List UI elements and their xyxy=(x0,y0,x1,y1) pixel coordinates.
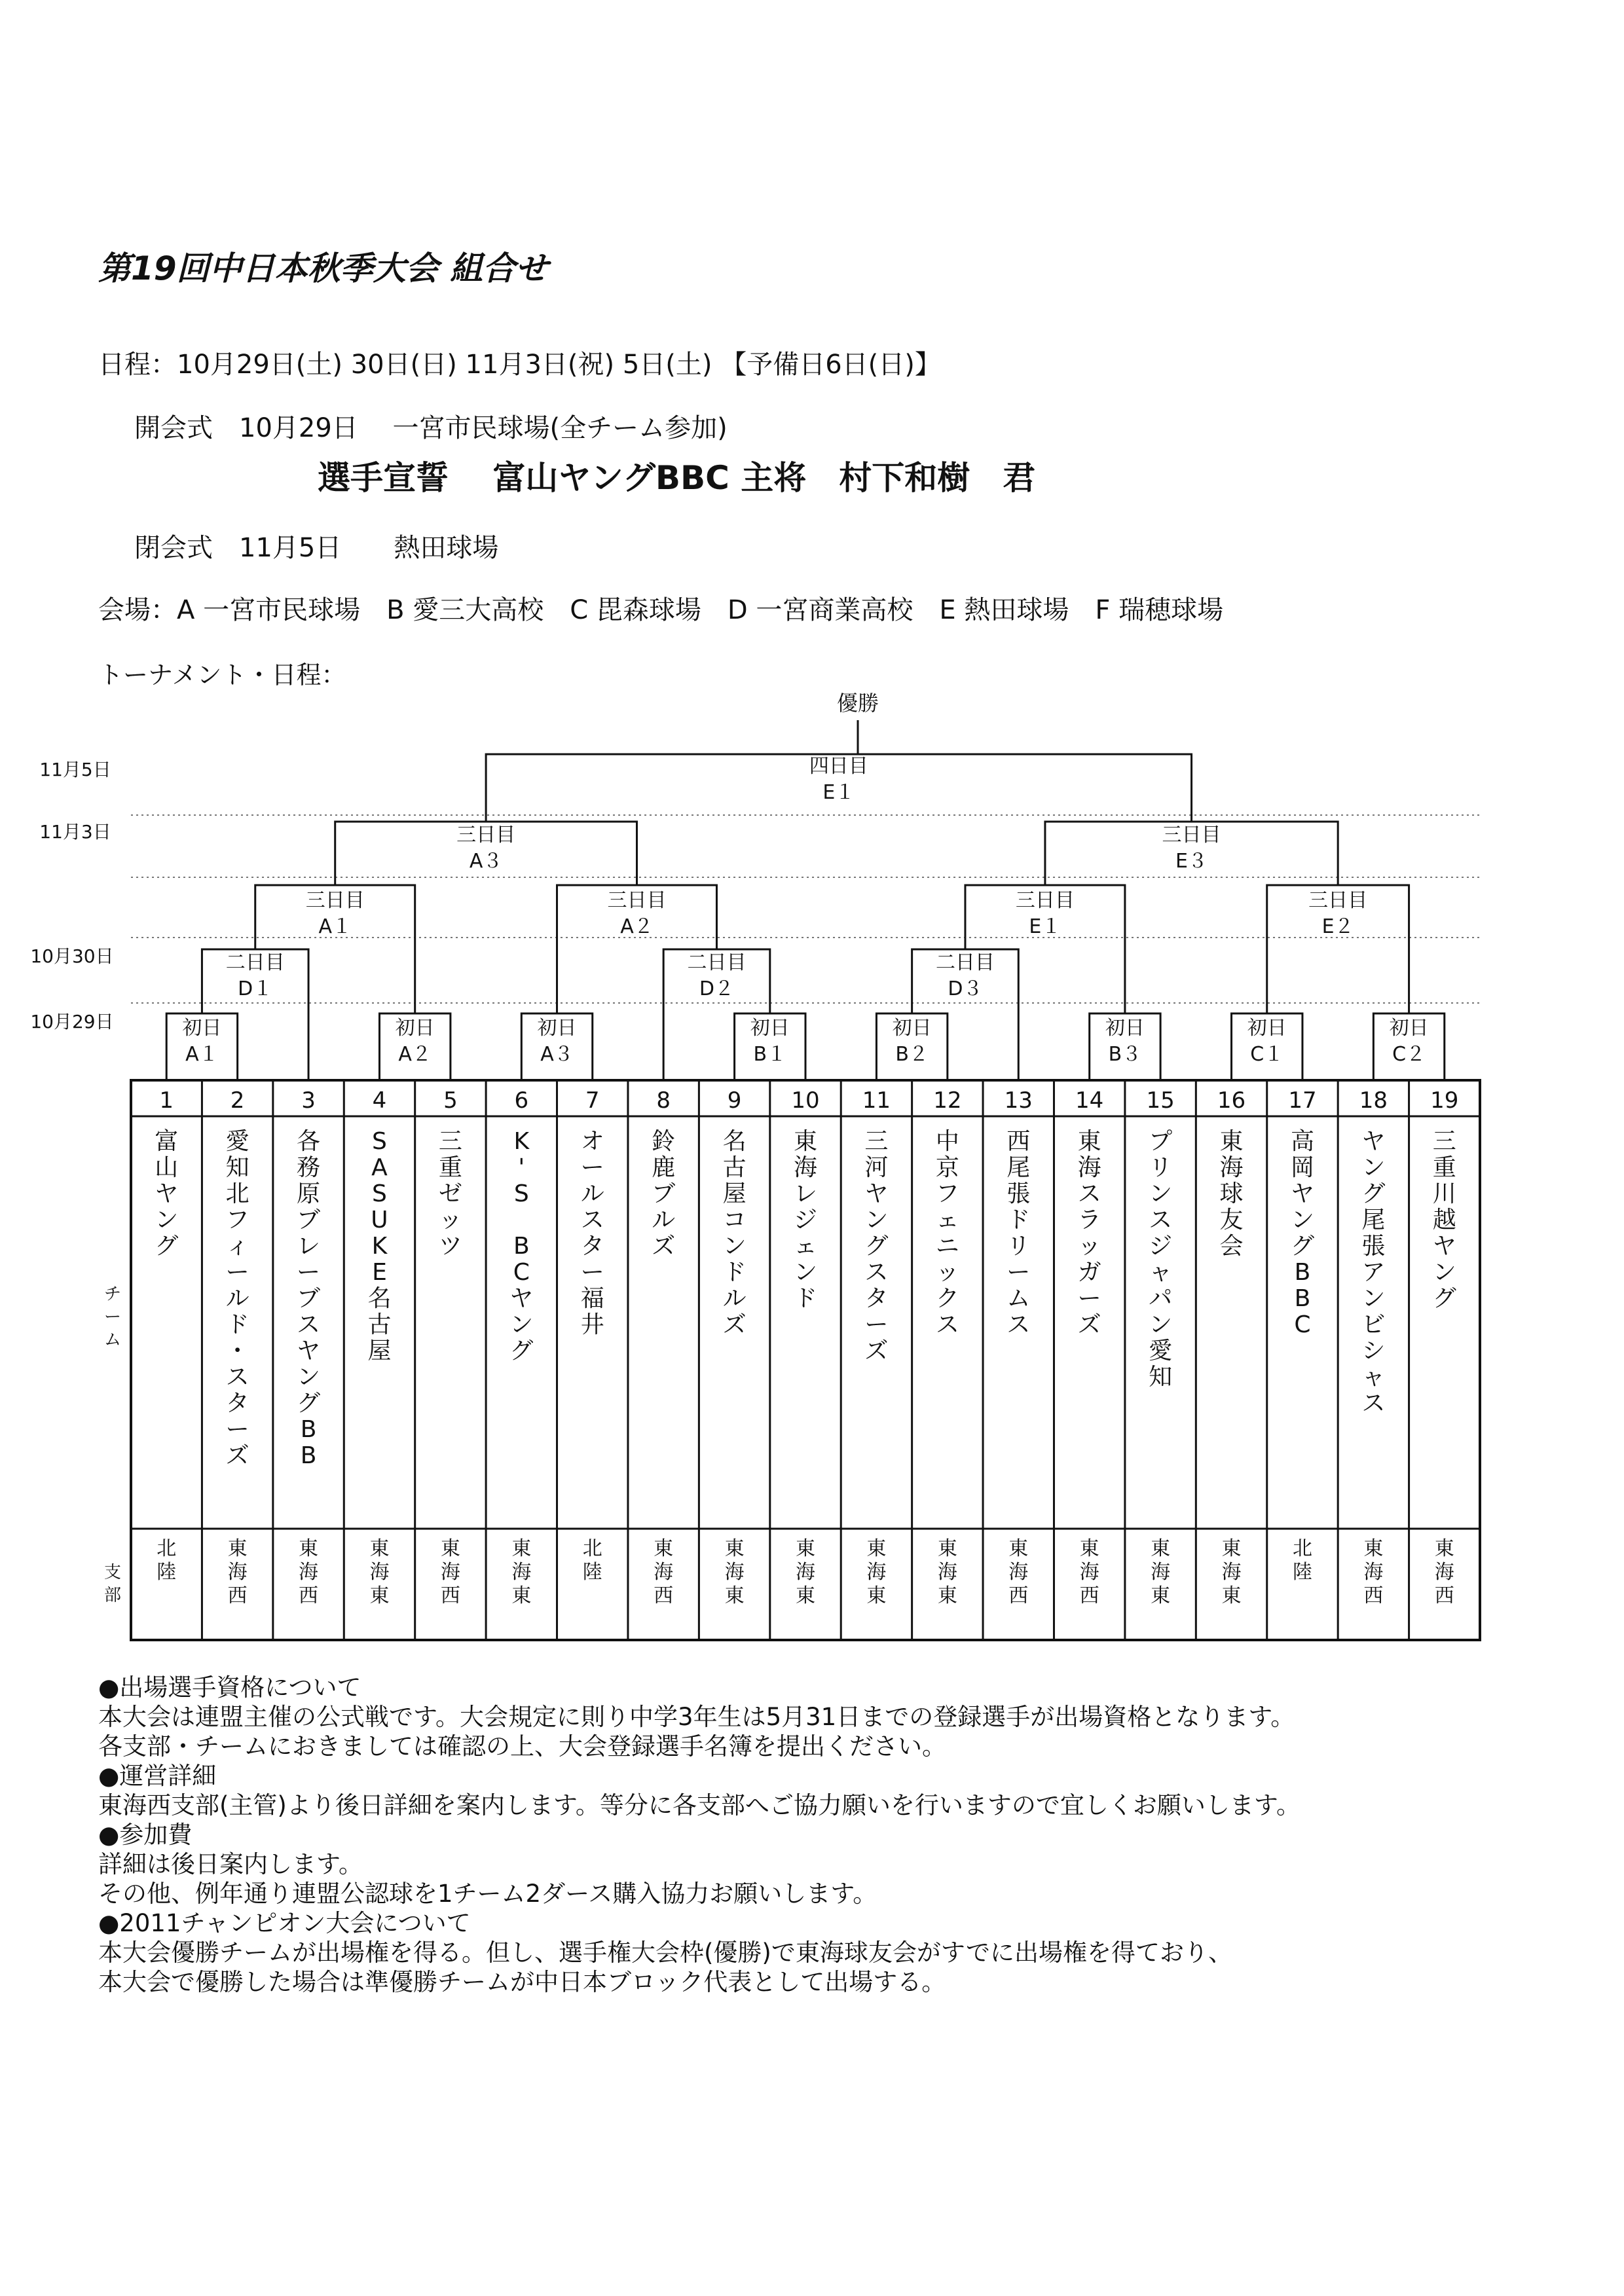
match-day-label: 三日目 xyxy=(1308,889,1368,912)
team-name-char: ン xyxy=(864,1207,889,1233)
note-line: ●2011チャンピオン大会について xyxy=(98,1909,471,1937)
match-venue-label: D１ xyxy=(238,977,273,1000)
team-name-char: ス xyxy=(935,1311,959,1338)
player-oath-line: 選手宣誓 富山ヤングBBC 主将 村下和樹 君 xyxy=(318,459,1036,497)
team-branch-char: 東 xyxy=(724,1537,745,1560)
team-name-char: ズ xyxy=(652,1233,676,1260)
team-branch-char: 東 xyxy=(724,1584,745,1607)
team-name-char: ビ xyxy=(1361,1311,1386,1338)
team-name-char: 北 xyxy=(225,1180,249,1207)
team-branch-char: 東 xyxy=(511,1584,532,1607)
match-day-label: 四日目 xyxy=(809,755,868,778)
team-name-char: ン xyxy=(509,1311,534,1338)
match-day-label: 初日 xyxy=(892,1017,932,1040)
match-venue-label: C２ xyxy=(1392,1043,1426,1066)
team-number: 2 xyxy=(230,1087,245,1114)
team-name-char: ブ xyxy=(297,1207,321,1233)
team-name-char: レ xyxy=(297,1233,321,1260)
team-number: 7 xyxy=(585,1087,600,1114)
match-day-label: 二日目 xyxy=(935,951,995,974)
team-name-char: レ xyxy=(793,1180,818,1207)
team-name-char: K xyxy=(513,1128,530,1155)
team-name-char: コ xyxy=(722,1207,747,1233)
team-name-char: リ xyxy=(1149,1154,1173,1181)
note-line: 各支部・チームにおきましては確認の上、大会登録選手名簿を提出ください。 xyxy=(98,1732,946,1760)
team-name-char: 高 xyxy=(1290,1128,1314,1155)
schedule-line: 日程：10月29日(土) 30日(日) 11月3日(祝) 5日(土) 【予備日6日(日)】 xyxy=(98,350,941,380)
team-name-char: タ xyxy=(580,1233,604,1260)
team-name-char: フ xyxy=(935,1180,959,1207)
team-name-char: ン xyxy=(1149,1180,1173,1207)
team-branch-char: 東 xyxy=(1008,1537,1029,1560)
team-name-char: リ xyxy=(1006,1233,1031,1260)
team-name-char: B xyxy=(300,1416,317,1443)
team-branch-char: 東 xyxy=(227,1537,248,1560)
team-name-char: タ xyxy=(225,1390,249,1417)
team-name-char: 各 xyxy=(297,1128,321,1155)
team-branch-char: 東 xyxy=(511,1537,532,1560)
team-branch-char: 東 xyxy=(1151,1584,1171,1607)
team-branch-char: 海 xyxy=(796,1561,815,1584)
team-name-char: ス xyxy=(1149,1207,1173,1233)
team-number: 13 xyxy=(1004,1087,1033,1114)
team-branch-char: 西 xyxy=(299,1584,319,1607)
team-name-char: 東 xyxy=(793,1128,818,1155)
team-name-char: ャ xyxy=(1361,1364,1386,1391)
team-name-char: C xyxy=(513,1259,530,1286)
team-name-char: 張 xyxy=(1361,1233,1386,1260)
team-branch-char: 東 xyxy=(369,1537,390,1560)
team-name-char: ヤ xyxy=(1290,1180,1314,1207)
team-branch-char: 海 xyxy=(654,1561,674,1584)
team-name-char: 三 xyxy=(864,1128,889,1155)
team-name-char: ズ xyxy=(722,1311,747,1338)
team-name-char: 尾 xyxy=(1006,1154,1031,1181)
match-venue-label: B１ xyxy=(753,1043,787,1066)
team-name-char: ー xyxy=(864,1311,889,1338)
team-name-char: B xyxy=(1294,1259,1311,1286)
team-name-char: 知 xyxy=(225,1154,249,1181)
team-name-char: グ xyxy=(297,1390,321,1417)
team-name-char: ー xyxy=(297,1259,321,1286)
team-name-char: ド xyxy=(1006,1207,1031,1233)
team-name-char: グ xyxy=(1290,1233,1314,1260)
match-day-label: 初日 xyxy=(395,1017,435,1040)
team-name-char: ド xyxy=(722,1259,747,1286)
team-branch-char: 西 xyxy=(227,1584,248,1607)
date-label: 11月5日 xyxy=(39,759,111,780)
team-branch-char: 東 xyxy=(866,1537,887,1560)
tournament-label: トーナメント・日程： xyxy=(98,661,346,689)
team-name-char: 原 xyxy=(297,1180,321,1207)
team-name-char: ジ xyxy=(793,1207,818,1233)
team-name-char: 会 xyxy=(1219,1233,1244,1260)
team-name-char: 河 xyxy=(864,1154,889,1181)
document-title: 第19回中日本秋季大会 組合せ xyxy=(98,249,548,287)
team-name-char: 越 xyxy=(1432,1207,1456,1233)
branch-row-label: 支 xyxy=(103,1563,122,1582)
closing-ceremony-line: 閉会式 11月5日 熱田球場 xyxy=(134,533,499,563)
team-branch-char: 海 xyxy=(1221,1561,1242,1584)
team-name-char: 東 xyxy=(1077,1128,1101,1155)
team-name-char: 富 xyxy=(155,1128,179,1155)
match-day-label: 三日目 xyxy=(1162,824,1221,847)
champion-label: 優勝 xyxy=(836,691,879,716)
team-branch-char: 東 xyxy=(796,1537,815,1560)
team-name-char: ズ xyxy=(1077,1311,1101,1338)
match-venue-label: E２ xyxy=(1321,915,1354,938)
team-name-char: オ xyxy=(580,1128,604,1155)
team-number: 4 xyxy=(372,1087,387,1114)
team-name-char: ヤ xyxy=(155,1180,179,1207)
team-branch-char: 東 xyxy=(1079,1537,1099,1560)
team-name-char: ン xyxy=(1149,1311,1173,1338)
team-name-char: B xyxy=(1294,1285,1311,1312)
match-venue-label: A３ xyxy=(469,850,503,873)
team-number: 15 xyxy=(1146,1087,1175,1114)
team-name-char: ス xyxy=(1077,1180,1101,1207)
team-name-char: 友 xyxy=(1219,1207,1244,1233)
notes-section xyxy=(98,1673,1301,1997)
team-name-char: ヤ xyxy=(1361,1128,1386,1155)
team-name-char: ム xyxy=(1006,1285,1031,1312)
team-branch-char: 海 xyxy=(1151,1561,1171,1584)
team-name-char: ン xyxy=(1361,1154,1386,1181)
match-venue-label: A１ xyxy=(185,1043,219,1066)
match-venue-label: E１ xyxy=(822,781,855,804)
team-number: 11 xyxy=(862,1087,891,1114)
team-branch-char: 海 xyxy=(724,1561,745,1584)
note-line: 詳細は後日案内します。 xyxy=(98,1850,363,1878)
team-branch-char: 東 xyxy=(1221,1584,1242,1607)
match-day-label: 初日 xyxy=(750,1017,790,1040)
team-name-char: ー xyxy=(1006,1259,1031,1286)
team-name-char: ィ xyxy=(225,1233,249,1260)
match-venue-label: E３ xyxy=(1175,850,1208,873)
team-name-char: S xyxy=(372,1128,387,1155)
team-name-char: グ xyxy=(1432,1285,1456,1312)
team-number: 6 xyxy=(514,1087,529,1114)
team-branch-char: 東 xyxy=(1151,1537,1171,1560)
date-label: 10月29日 xyxy=(30,1011,114,1032)
team-name-char: ル xyxy=(722,1285,747,1312)
note-line: ●出場選手資格について xyxy=(98,1673,361,1702)
team-branch-char: 陸 xyxy=(1292,1561,1312,1584)
team-name-char: ド xyxy=(225,1311,249,1338)
team-name-char: ル xyxy=(225,1285,249,1312)
match-venue-label: B２ xyxy=(895,1043,929,1066)
team-name-char: ヤ xyxy=(509,1285,534,1312)
team-name-char: 西 xyxy=(1006,1128,1031,1155)
team-name-char: ス xyxy=(225,1364,249,1391)
team-name-char: 鈴 xyxy=(652,1128,676,1155)
team-name-char: ン xyxy=(722,1233,747,1260)
team-number: 19 xyxy=(1430,1087,1459,1114)
team-number: 12 xyxy=(933,1087,962,1114)
team-branch-char: 海 xyxy=(227,1561,248,1584)
note-line: 本大会優勝チームが出場権を得る。但し、選手権大会枠(優勝)で東海球友会がすでに出場権を得ており、 xyxy=(98,1939,1232,1967)
match-day-label: 初日 xyxy=(1247,1017,1287,1040)
team-number: 8 xyxy=(656,1087,671,1114)
team-branch-char: 西 xyxy=(1079,1584,1099,1607)
team-branch-char: 海 xyxy=(1363,1561,1384,1584)
team-name-char: ン xyxy=(155,1207,179,1233)
team-name-char: 愛 xyxy=(1149,1338,1173,1364)
team-number: 3 xyxy=(301,1087,316,1114)
team-name-char: ニ xyxy=(935,1233,959,1260)
match-venue-label: D３ xyxy=(948,977,983,1000)
date-label: 11月3日 xyxy=(39,821,111,843)
team-branch-char: 海 xyxy=(369,1561,390,1584)
team-name-char: ン xyxy=(297,1364,321,1391)
team-name-char: 中 xyxy=(935,1128,959,1155)
team-name-char: U xyxy=(371,1207,388,1233)
team-name-char: ' xyxy=(518,1154,525,1181)
match-day-label: 初日 xyxy=(1389,1017,1429,1040)
team-name-char: ー xyxy=(580,1259,604,1286)
date-label: 10月30日 xyxy=(30,945,114,967)
match-day-label: 二日目 xyxy=(225,951,285,974)
team-name-char: プ xyxy=(1149,1128,1173,1155)
team-name-char: ヤ xyxy=(1432,1233,1456,1260)
team-name-char: 屋 xyxy=(367,1338,392,1364)
team-name-char: ー xyxy=(225,1259,249,1286)
team-name-char: 海 xyxy=(1077,1154,1101,1181)
opening-ceremony-line: 開会式 10月29日 一宮市民球場(全チーム参加) xyxy=(134,413,728,443)
team-name-char: ャ xyxy=(1149,1259,1173,1286)
team-name-char: 屋 xyxy=(722,1180,747,1207)
note-line: 本大会は連盟主催の公式戦です。大会規定に則り中学3年生は5月31日までの登録選手が出場資格となります。 xyxy=(98,1703,1295,1731)
team-name-char: 東 xyxy=(1219,1128,1244,1155)
team-name-char: 張 xyxy=(1006,1180,1031,1207)
team-name-char: ラ xyxy=(1077,1207,1101,1233)
team-branch-char: 西 xyxy=(440,1584,460,1607)
team-name-char: ェ xyxy=(793,1233,818,1260)
team-name-char: S xyxy=(372,1180,387,1207)
team-name-char: 福 xyxy=(580,1285,604,1312)
team-name-char: ー xyxy=(580,1154,604,1181)
team-name-char: 古 xyxy=(367,1311,392,1338)
team-name-char: ヤ xyxy=(864,1180,889,1207)
team-name-char: ジ xyxy=(1149,1233,1173,1260)
team-name-char: ツ xyxy=(438,1233,462,1260)
match-venue-label: A１ xyxy=(318,915,352,938)
match-venue-label: C１ xyxy=(1250,1043,1284,1066)
team-name-char: ク xyxy=(935,1285,959,1312)
team-name-char: ン xyxy=(1290,1207,1314,1233)
team-name-char: ェ xyxy=(935,1207,959,1233)
team-number: 1 xyxy=(159,1087,174,1114)
team-name-char: 名 xyxy=(367,1285,392,1312)
team-name-char: グ xyxy=(509,1338,534,1364)
team-name-char: ・ xyxy=(225,1338,249,1364)
note-line: 東海西支部(主管)より後日詳細を案内します。等分に各支部へご協力願いを行いますので宜しくお願いします。 xyxy=(98,1791,1301,1819)
note-line: その他、例年通り連盟公認球を1チーム2ダース購入協力お願いします。 xyxy=(98,1880,877,1908)
team-name-char: 重 xyxy=(438,1154,462,1181)
team-name-char: ン xyxy=(1361,1285,1386,1312)
team-name-char: 岡 xyxy=(1290,1154,1314,1181)
team-branch-char: 海 xyxy=(440,1561,460,1584)
match-venue-label: A２ xyxy=(398,1043,432,1066)
match-venue-label: E１ xyxy=(1029,915,1061,938)
venues-line: 会場：A 一宮市民球場 B 愛三大高校 C 毘森球場 D 一宮商業高校 E 熱田球場 F 瑞穂球場 xyxy=(98,595,1224,625)
team-name-char: タ xyxy=(864,1285,889,1312)
team-number: 5 xyxy=(443,1087,458,1114)
team-name-char: グ xyxy=(1361,1180,1386,1207)
team-name-char: B xyxy=(300,1442,317,1469)
team-name-char: フ xyxy=(225,1207,249,1233)
match-day-label: 三日目 xyxy=(1015,889,1075,912)
team-name-char: ス xyxy=(1361,1390,1386,1417)
team-name-char: ブ xyxy=(652,1180,676,1207)
team-name-char: 愛 xyxy=(225,1128,249,1155)
team-name-char: パ xyxy=(1149,1285,1173,1312)
team-name-char: 川 xyxy=(1432,1180,1456,1207)
team-row-label: ー xyxy=(103,1307,122,1327)
team-name-char: ル xyxy=(580,1180,604,1207)
team-name-char: ド xyxy=(793,1285,818,1312)
team-branch-char: 東 xyxy=(796,1584,815,1607)
team-name-char: ス xyxy=(297,1311,321,1338)
note-line: 本大会で優勝した場合は準優勝チームが中日本ブロック代表として出場する。 xyxy=(98,1968,946,1996)
team-name-char: ー xyxy=(1077,1285,1101,1312)
team-name-char: ア xyxy=(1361,1259,1386,1286)
team-branch-char: 陸 xyxy=(582,1561,602,1584)
team-name-char: 井 xyxy=(580,1311,604,1338)
team-branch-char: 西 xyxy=(1363,1584,1384,1607)
team-name-char: ズ xyxy=(225,1442,249,1469)
team-name-char: B xyxy=(513,1233,530,1260)
team-name-char: シ xyxy=(1361,1338,1386,1364)
team-branch-char: 東 xyxy=(299,1537,319,1560)
team-name-char: グ xyxy=(155,1233,179,1260)
team-name-char: 尾 xyxy=(1361,1207,1386,1233)
team-name-char: 務 xyxy=(297,1154,321,1181)
match-day-label: 初日 xyxy=(182,1017,222,1040)
match-day-label: 三日目 xyxy=(305,889,365,912)
team-branch-char: 海 xyxy=(937,1561,957,1584)
team-name-char: ッ xyxy=(1077,1233,1101,1260)
team-branch-char: 海 xyxy=(1434,1561,1454,1584)
match-day-label: 初日 xyxy=(1105,1017,1145,1040)
team-row-label: ム xyxy=(103,1330,122,1350)
team-name-char: 三 xyxy=(438,1128,462,1155)
team-number: 9 xyxy=(727,1087,742,1114)
team-name-char: K xyxy=(371,1233,388,1260)
match-day-label: 二日目 xyxy=(687,951,747,974)
team-branch-char: 東 xyxy=(1221,1537,1242,1560)
team-name-char: ガ xyxy=(1077,1259,1101,1286)
team-branch-char: 海 xyxy=(1008,1561,1029,1584)
team-name-char: ブ xyxy=(297,1285,321,1312)
team-branch-char: 北 xyxy=(582,1537,602,1560)
team-name-char: ス xyxy=(1006,1311,1031,1338)
team-name-char: 古 xyxy=(722,1154,747,1181)
team-number: 14 xyxy=(1075,1087,1104,1114)
team-name-char: E xyxy=(372,1259,387,1286)
team-branch-char: 西 xyxy=(654,1584,674,1607)
team-name-char: ゼ xyxy=(438,1180,462,1207)
team-name-char: ン xyxy=(793,1259,818,1286)
team-row-label: チ xyxy=(103,1285,122,1304)
team-name-char: C xyxy=(1294,1311,1311,1338)
team-name-char: 知 xyxy=(1149,1364,1173,1391)
match-venue-label: A２ xyxy=(620,915,654,938)
team-branch-char: 海 xyxy=(866,1561,887,1584)
tournament-bracket xyxy=(0,681,1624,1663)
team-name-char: 重 xyxy=(1432,1154,1456,1181)
team-name-char: 鹿 xyxy=(652,1154,676,1181)
team-branch-char: 西 xyxy=(1008,1584,1029,1607)
match-venue-label: D２ xyxy=(699,977,735,1000)
team-name-char: 京 xyxy=(935,1154,959,1181)
team-name-char: ヤ xyxy=(297,1338,321,1364)
team-branch-char: 東 xyxy=(1363,1537,1384,1560)
team-name-char: ン xyxy=(1432,1259,1456,1286)
team-branch-char: 北 xyxy=(1292,1537,1312,1560)
team-name-char: 海 xyxy=(793,1154,818,1181)
team-number: 18 xyxy=(1359,1087,1388,1114)
team-name-char: ッ xyxy=(438,1207,462,1233)
team-branch-char: 東 xyxy=(1434,1537,1454,1560)
team-name-char: ス xyxy=(580,1207,604,1233)
team-number: 16 xyxy=(1217,1087,1246,1114)
match-day-label: 初日 xyxy=(537,1017,577,1040)
team-branch-char: 東 xyxy=(866,1584,887,1607)
team-branch-char: 陸 xyxy=(157,1561,177,1584)
team-name-char: S xyxy=(513,1180,529,1207)
match-day-label: 三日目 xyxy=(607,889,667,912)
team-name-char: 球 xyxy=(1219,1180,1244,1207)
note-line: ●参加費 xyxy=(98,1821,193,1849)
team-number: 10 xyxy=(791,1087,820,1114)
team-branch-char: 海 xyxy=(511,1561,532,1584)
team-name-char: 山 xyxy=(155,1154,179,1181)
team-branch-char: 北 xyxy=(157,1537,177,1560)
team-branch-char: 東 xyxy=(937,1584,957,1607)
team-branch-char: 東 xyxy=(369,1584,390,1607)
branch-row-label: 部 xyxy=(103,1586,122,1605)
team-name-char: ス xyxy=(864,1259,889,1286)
team-name-char: ー xyxy=(225,1416,249,1443)
team-name-char: ッ xyxy=(935,1259,959,1286)
note-line: ●運営詳細 xyxy=(98,1762,217,1790)
team-name-char: 名 xyxy=(722,1128,747,1155)
team-name-char: 三 xyxy=(1432,1128,1456,1155)
team-branch-char: 東 xyxy=(654,1537,674,1560)
match-venue-label: A３ xyxy=(540,1043,574,1066)
team-number: 17 xyxy=(1288,1087,1317,1114)
team-name-char: A xyxy=(371,1154,388,1181)
team-branch-char: 海 xyxy=(1079,1561,1099,1584)
team-name-char: ル xyxy=(652,1207,676,1233)
match-day-label: 三日目 xyxy=(456,824,516,847)
team-name-char: グ xyxy=(864,1233,889,1260)
team-name-char: 海 xyxy=(1219,1154,1244,1181)
team-name-char: ズ xyxy=(864,1338,889,1364)
team-branch-char: 東 xyxy=(937,1537,957,1560)
team-branch-char: 西 xyxy=(1434,1584,1454,1607)
match-venue-label: B３ xyxy=(1108,1043,1142,1066)
team-branch-char: 海 xyxy=(299,1561,319,1584)
team-branch-char: 東 xyxy=(440,1537,460,1560)
